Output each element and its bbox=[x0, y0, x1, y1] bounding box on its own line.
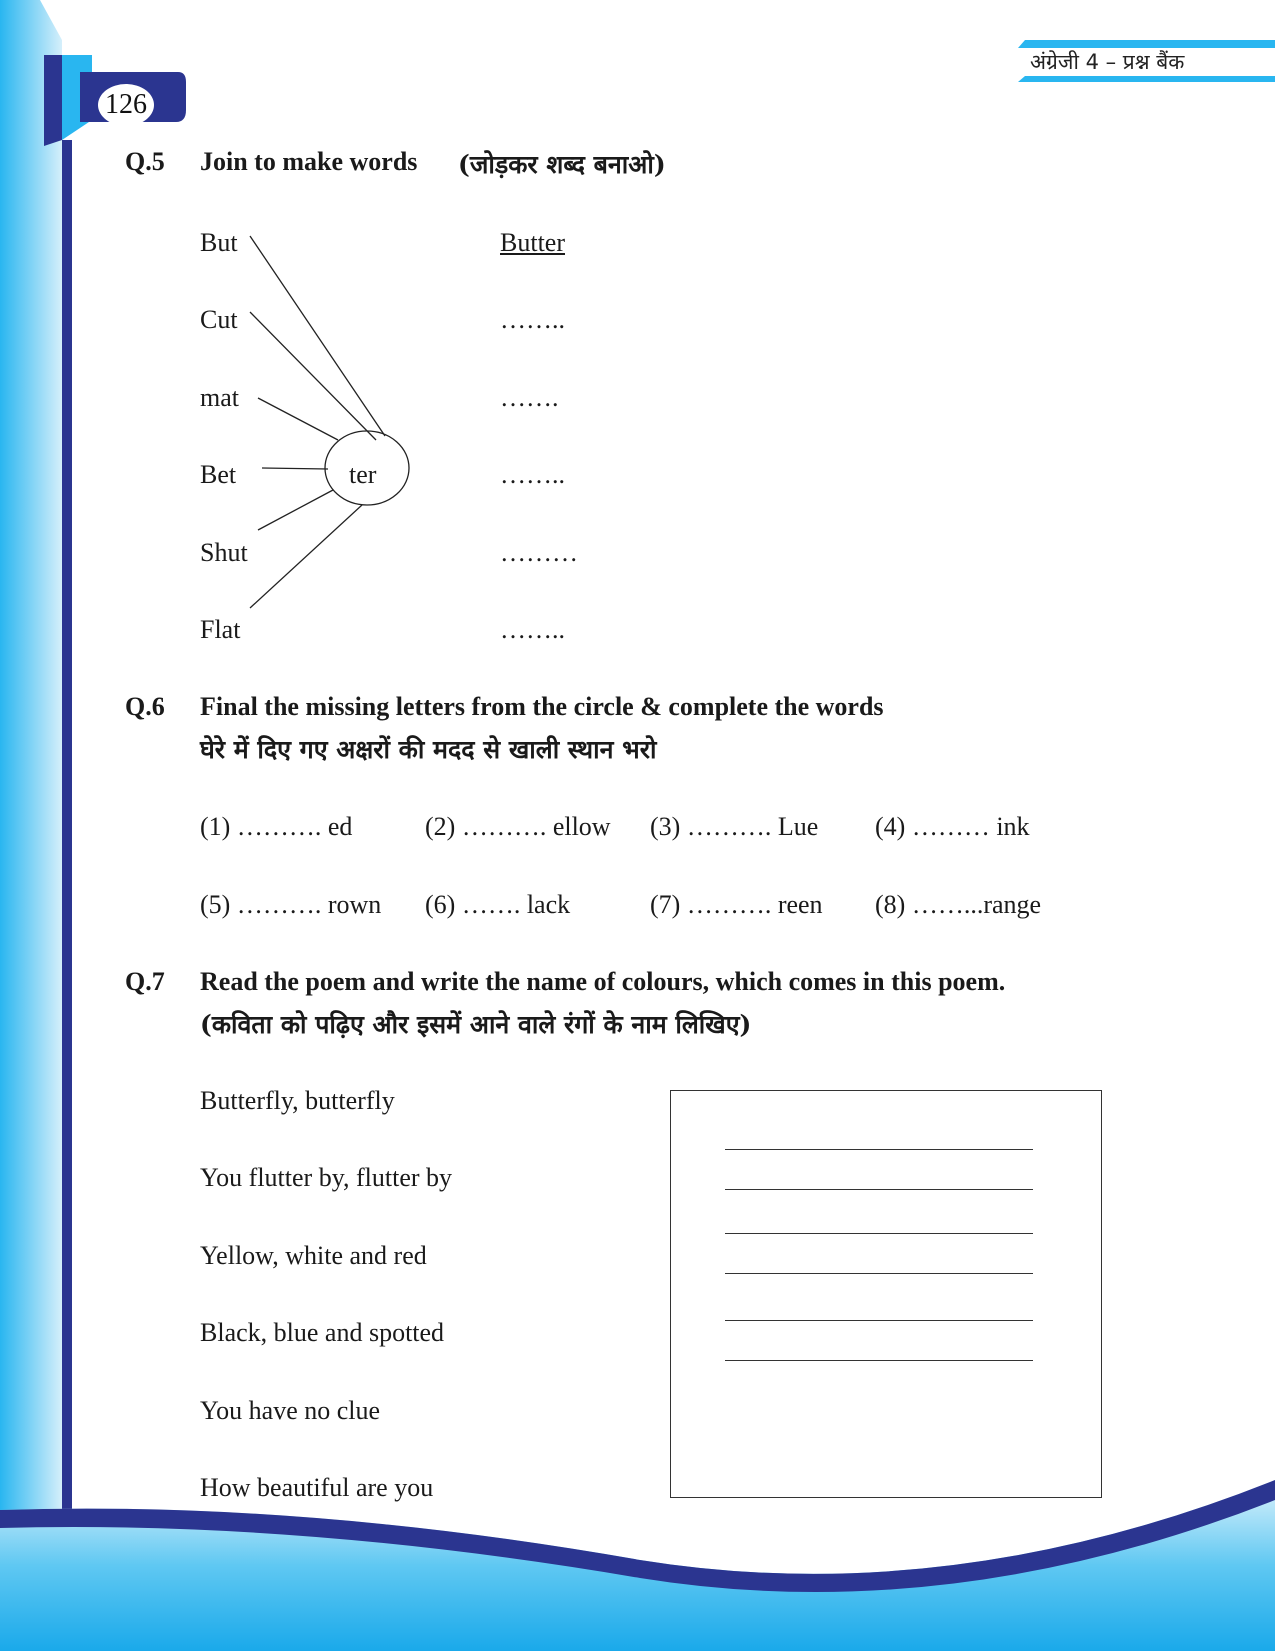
fill-item-6: (6) ……. lack bbox=[425, 890, 571, 919]
q7-title-hindi: (कविता को पढ़िए और इसमें आने वाले रंगों के नाम लिखिए) bbox=[200, 1010, 752, 1039]
poem-line-2: You flutter by, flutter by bbox=[200, 1163, 453, 1192]
q7-number: Q.7 bbox=[125, 967, 165, 996]
word-cut: Cut bbox=[200, 305, 238, 334]
word-but: But bbox=[200, 228, 238, 257]
q5-title: Join to make words bbox=[200, 147, 418, 176]
center-suffix: ter bbox=[349, 460, 377, 489]
poem-line-6: How beautiful are you bbox=[200, 1473, 434, 1502]
q6-title: Final the missing letters from the circle & complete the words bbox=[200, 692, 884, 721]
book-title: अंग्रेजी 4 – प्रश्न बैंक bbox=[1030, 50, 1185, 74]
answer-line bbox=[725, 1189, 1033, 1190]
answer-1: Butter bbox=[500, 228, 565, 257]
fill-item-4: (4) ……… ink bbox=[875, 812, 1030, 841]
poem-line-4: Black, blue and spotted bbox=[200, 1318, 445, 1347]
q5-number: Q.5 bbox=[125, 147, 165, 176]
fill-item-8: (8) ……...range bbox=[875, 890, 1042, 919]
q6-title-hindi: घेरे में दिए गए अक्षरों की मदद से खाली स्थान भरो bbox=[200, 735, 657, 764]
answer-5: ……… bbox=[500, 538, 578, 567]
word-bet: Bet bbox=[200, 460, 237, 489]
poem-line-5: You have no clue bbox=[200, 1396, 381, 1425]
fill-item-2: (2) ………. ellow bbox=[425, 812, 611, 841]
answer-line bbox=[725, 1149, 1033, 1150]
poem-line-1: Butterfly, butterfly bbox=[200, 1086, 395, 1115]
q5-title-hindi: (जोड़कर शब्द बनाओ) bbox=[458, 150, 666, 179]
answer-line bbox=[725, 1233, 1033, 1234]
answer-3: ……. bbox=[500, 383, 559, 412]
word-web-diagram bbox=[0, 0, 1275, 700]
fill-item-1: (1) ………. ed bbox=[200, 812, 353, 841]
answer-line bbox=[725, 1273, 1033, 1274]
answer-2: …….. bbox=[500, 305, 565, 334]
answer-line bbox=[725, 1360, 1033, 1361]
q7-title: Read the poem and write the name of colours, which comes in this poem. bbox=[200, 967, 1006, 996]
answer-box bbox=[670, 1090, 1102, 1498]
answer-line bbox=[725, 1320, 1033, 1321]
fill-item-7: (7) ………. reen bbox=[650, 890, 823, 919]
word-mat: mat bbox=[200, 383, 239, 412]
answer-4: …….. bbox=[500, 460, 565, 489]
poem-line-3: Yellow, white and red bbox=[200, 1241, 427, 1270]
fill-item-3: (3) ………. Lue bbox=[650, 812, 819, 841]
fill-item-5: (5) ………. rown bbox=[200, 890, 382, 919]
q6-number: Q.6 bbox=[125, 692, 165, 721]
page-number: 126 bbox=[98, 84, 154, 126]
answer-6: …….. bbox=[500, 615, 565, 644]
word-flat: Flat bbox=[200, 615, 241, 644]
word-shut: Shut bbox=[200, 538, 248, 567]
